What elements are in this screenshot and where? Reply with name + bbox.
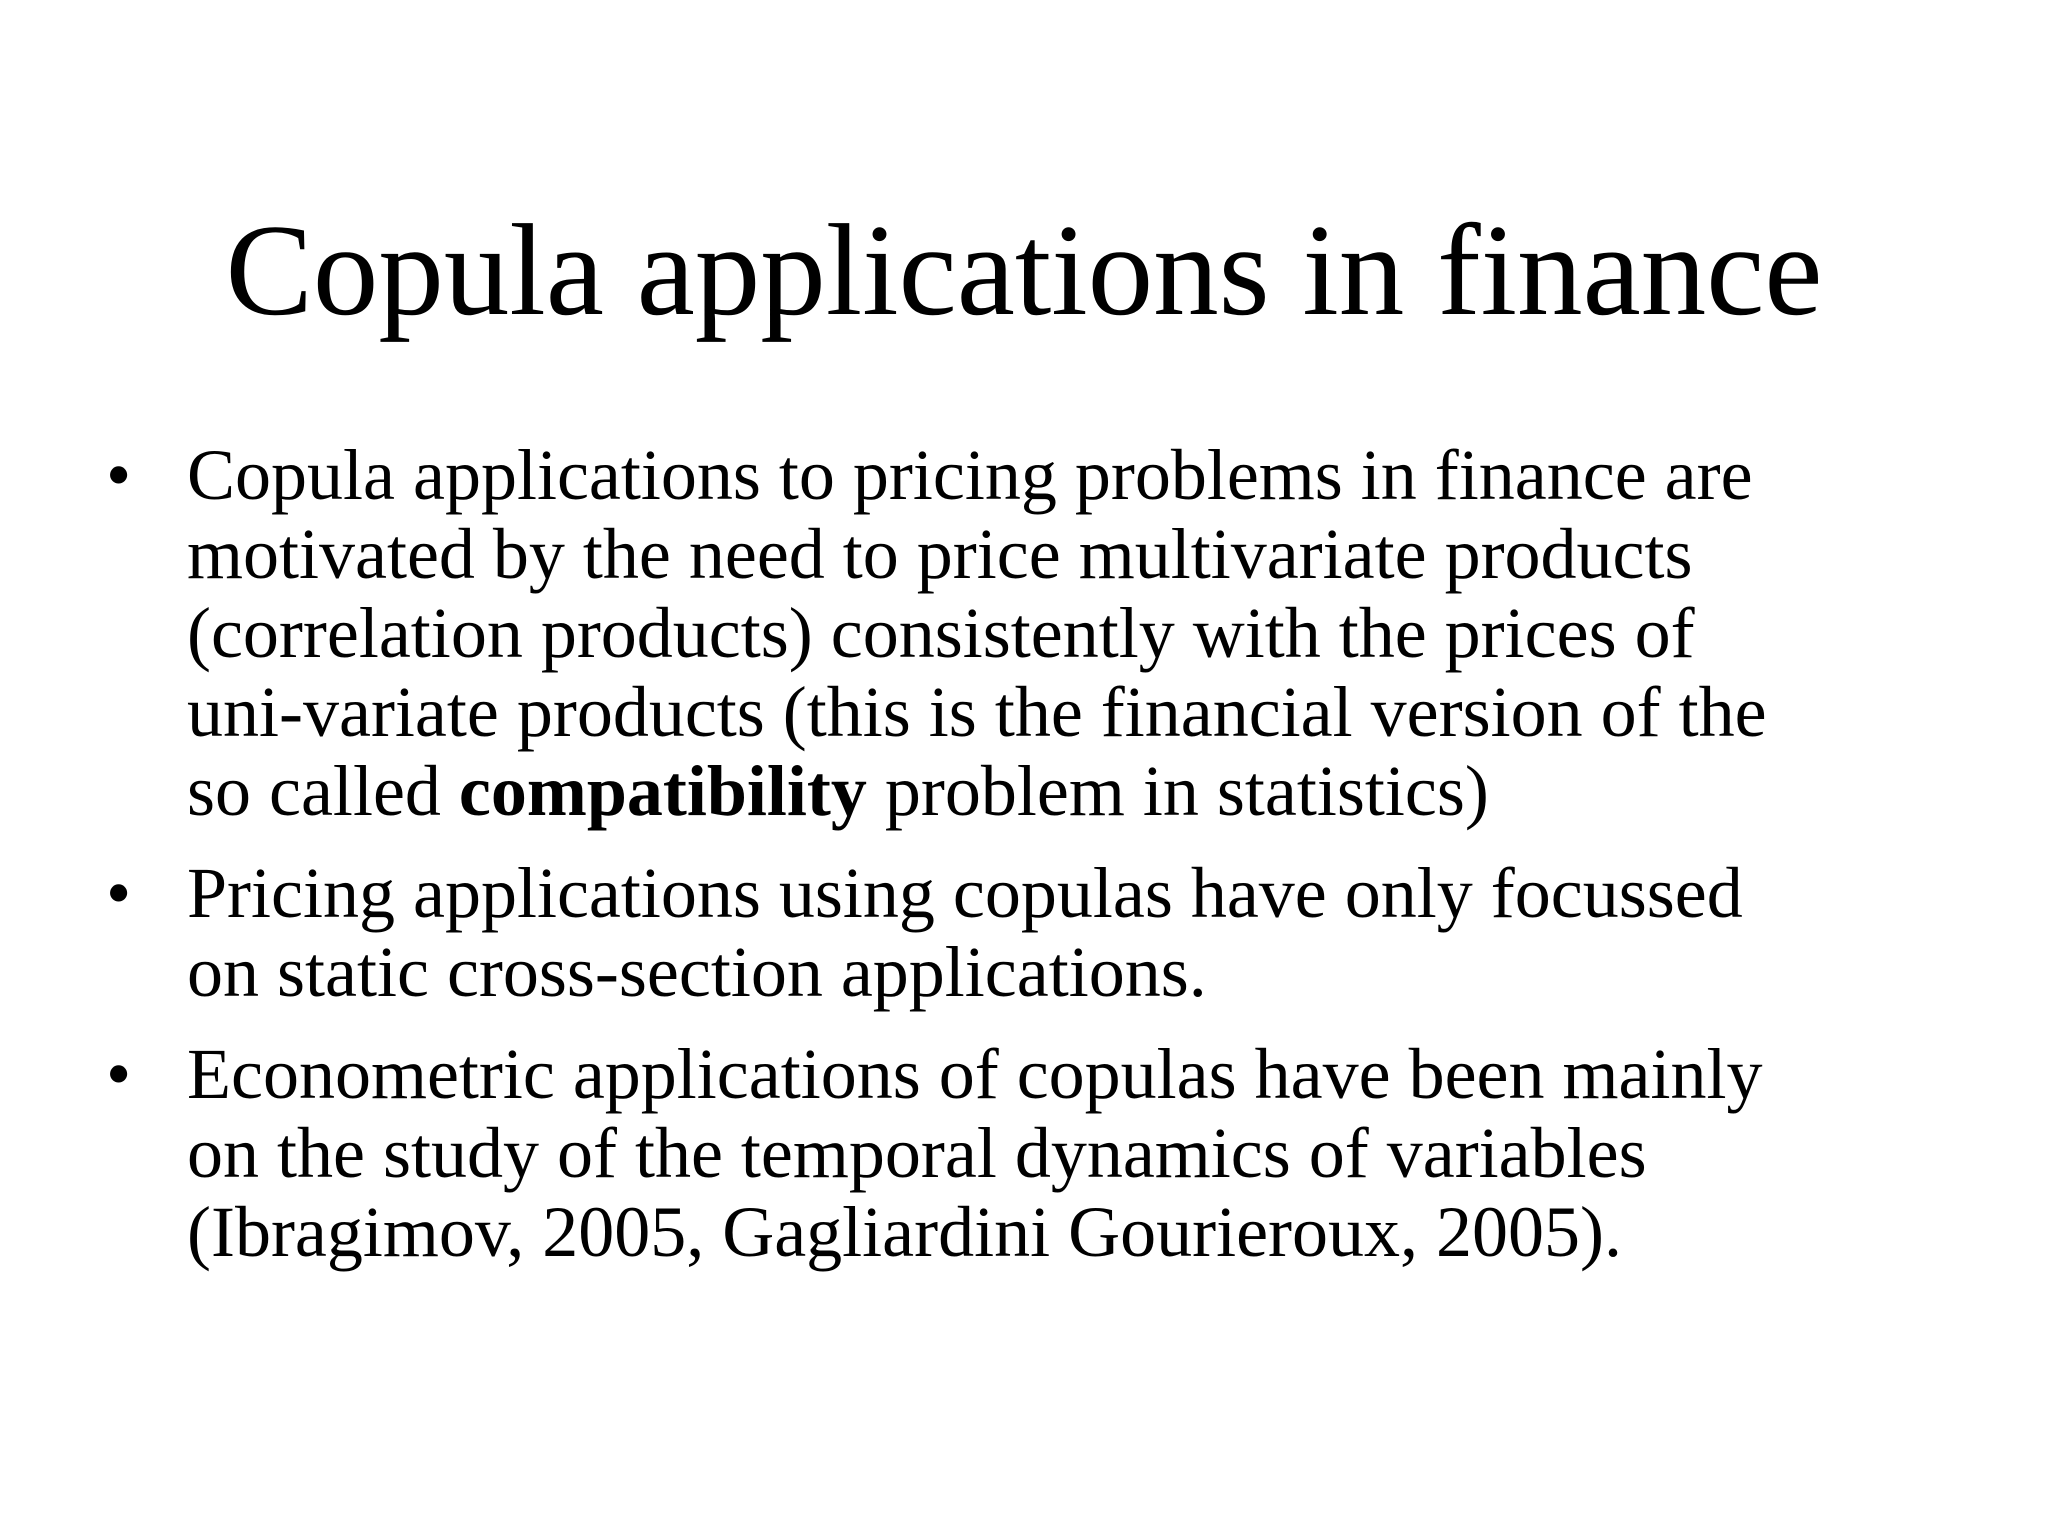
bullet-line: on the study of the temporal dynamics of variables [187,1113,1647,1193]
bullet-line: uni-variate products (this is the financial version of the [187,672,1767,752]
bullet-text: problem in statistics) [866,751,1489,831]
bullet-line: Econometric applications of copulas have been mainly [187,1034,1763,1114]
bullet-line: Pricing applications using copulas have only focussed [187,853,1743,933]
bullet-list [106,436,1986,1295]
bullet-line [187,752,1986,831]
bullet-text: so called [187,751,459,831]
bullet-icon: • [106,1034,132,1114]
bullet-line: (Ibragimov, 2005, Gagliardini Gourieroux, 2005). [187,1192,1623,1272]
bullet-line: motivated by the need to price multivariate products [187,514,1693,594]
slide-title: Copula applications in finance [225,198,1823,343]
bullet-item-static-applications [106,854,1986,1012]
bullet-line: (correlation products) consistently with the prices of [187,593,1695,673]
bullet-item-pricing-problems [106,436,1986,831]
bullet-line: on static cross-section applications. [187,932,1207,1012]
bold-term-compatibility: compatibility [458,751,867,831]
bullet-icon: • [106,435,132,515]
bullet-icon: • [106,853,132,933]
bullet-item-econometric-applications [106,1035,1986,1272]
bullet-line: Copula applications to pricing problems in finance are [187,435,1753,515]
